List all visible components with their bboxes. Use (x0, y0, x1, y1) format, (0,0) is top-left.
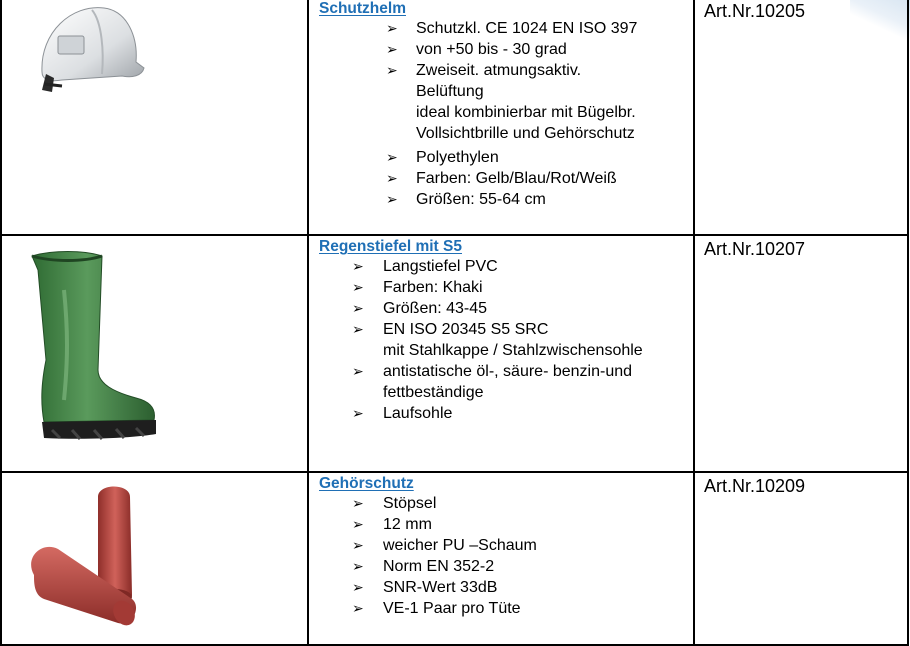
product-image-cell (1, 472, 308, 645)
arrow-bullet-icon: ➢ (352, 537, 364, 553)
feature-item: ➢ weicher PU –Schaum (352, 537, 537, 554)
arrow-bullet-icon: ➢ (352, 558, 364, 574)
feature-item: ➢ Größen: 55-64 cm (386, 191, 546, 208)
arrow-bullet-icon: ➢ (352, 516, 364, 532)
product-description-cell (308, 472, 694, 645)
product-description-cell (308, 0, 694, 235)
earplugs-image (14, 477, 174, 637)
article-number: Art.Nr.10207 (704, 239, 806, 259)
product-row-boot (1, 235, 908, 472)
product-row-earplugs (1, 472, 908, 645)
feature-item: ➢ 12 mm (352, 516, 432, 533)
helmet-image (32, 2, 152, 102)
arrow-bullet-icon: ➢ (352, 495, 364, 511)
article-number: Art.Nr.10209 (704, 476, 806, 496)
arrow-bullet-icon: ➢ (386, 41, 398, 57)
product-title-helmet[interactable]: Schutzhelm (319, 0, 406, 17)
product-image-cell (1, 0, 308, 235)
feature-item: ➢ Zweiseit. atmungsaktiv. Belüftung (386, 62, 582, 100)
arrow-bullet-icon: ➢ (386, 170, 398, 186)
feature-item: ➢ Farben: Khaki (352, 279, 483, 296)
feature-item: ➢ Farben: Gelb/Blau/Rot/Weiß (386, 170, 617, 187)
article-number-cell (694, 0, 908, 235)
feature-item: ➢ Größen: 43-45 (352, 300, 488, 317)
arrow-bullet-icon: ➢ (352, 300, 364, 316)
arrow-bullet-icon: ➢ (352, 279, 364, 295)
product-row-helmet (1, 0, 908, 235)
feature-list (309, 256, 693, 424)
feature-item: ➢ Norm EN 352-2 (352, 558, 495, 575)
arrow-bullet-icon: ➢ (352, 405, 364, 421)
feature-item: ➢ VE-1 Paar pro Tüte (352, 600, 521, 617)
feature-item: ➢ Stöpsel (352, 495, 437, 512)
arrow-bullet-icon: ➢ (386, 20, 398, 36)
feature-item: ➢ EN ISO 20345 S5 SRC (352, 321, 549, 338)
product-description-cell (308, 235, 694, 472)
feature-item: ➢ antistatische öl-, säure- benzin-und fettbeständige (352, 363, 633, 401)
feature-item: ➢ von +50 bis - 30 grad (386, 41, 567, 58)
rain-boot-image (24, 250, 164, 450)
feature-item: ➢ Laufsohle (352, 405, 453, 422)
arrow-bullet-icon: ➢ (352, 321, 364, 337)
feature-note: ideal kombinierbar mit Bügelbr. (416, 104, 636, 121)
feature-note: Vollsichtbrille und Gehörschutz (416, 125, 635, 142)
arrow-bullet-icon: ➢ (386, 191, 398, 207)
arrow-bullet-icon: ➢ (352, 363, 364, 379)
article-number: Art.Nr.10205 (704, 1, 806, 21)
arrow-bullet-icon: ➢ (386, 62, 398, 78)
feature-item: ➢ Langstiefel PVC (352, 258, 498, 275)
feature-item: ➢ Polyethylen (386, 149, 499, 166)
feature-note: mit Stahlkappe / Stahlzwischensohle (383, 342, 643, 359)
product-title-boot[interactable]: Regenstiefel mit S5 (319, 238, 462, 255)
arrow-bullet-icon: ➢ (352, 579, 364, 595)
product-title-earplugs[interactable]: Gehörschutz (319, 475, 414, 492)
feature-item: ➢ Schutzkl. CE 1024 EN ISO 397 (386, 20, 638, 37)
product-image-cell (1, 235, 308, 472)
arrow-bullet-icon: ➢ (352, 600, 364, 616)
feature-list (309, 18, 693, 210)
arrow-bullet-icon: ➢ (386, 149, 398, 165)
feature-list (309, 493, 693, 619)
feature-item: ➢ SNR-Wert 33dB (352, 579, 498, 596)
article-number-cell (694, 235, 908, 472)
arrow-bullet-icon: ➢ (352, 258, 364, 274)
article-number-cell (694, 472, 908, 645)
